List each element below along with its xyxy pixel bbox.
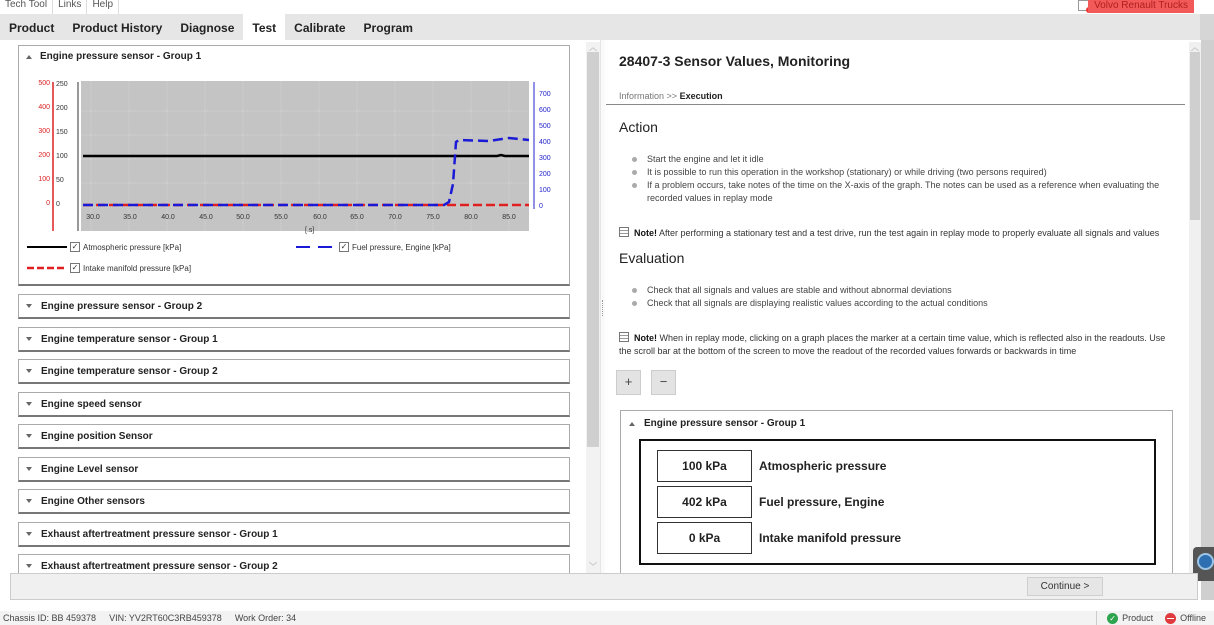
svg-text:45.0: 45.0 [199,214,213,221]
chart-panel-engine-pressure-group-1 [18,45,570,286]
accordion-engine-level-sensor[interactable]: Engine Level sensor [18,457,570,482]
expand-icon [26,532,32,536]
expand-icon [26,499,32,503]
action-list [631,153,1181,205]
svg-text:200: 200 [38,152,50,159]
svg-text:30.0: 30.0 [86,214,100,221]
menu-bar [0,0,1214,14]
svg-text:65.0: 65.0 [350,214,364,221]
zoom-out-button[interactable]: − [651,370,676,395]
collapse-icon [629,422,635,426]
readout-value: 0 kPa [657,522,752,554]
continue-button[interactable]: Continue > [1027,577,1103,596]
check-icon: ✓ [1107,613,1118,624]
expand-icon [26,467,32,471]
evaluation-list [631,284,1181,310]
note-stationary-test: Note! After performing a stationary test and a test drive, run the test again in replay mode to properly evaluate all signals and values [619,227,1189,240]
svg-text:500: 500 [38,80,50,87]
series-atmospheric [83,155,529,156]
chart-panel-title: Engine pressure sensor - Group 1 [40,51,202,62]
accordion-engine-speed-sensor[interactable]: Engine speed sensor [18,392,570,417]
readout-label: Intake manifold pressure [759,531,902,545]
scroll-up-icon[interactable]: ︿ [589,43,597,52]
chassis-id: Chassis ID: BB 459378 [3,613,97,623]
legend-intake: ✓ Intake manifold pressure [kPa] [71,263,192,273]
readout-fuel [657,486,884,518]
tab-test[interactable]: Test [243,14,285,40]
tab-product-history[interactable]: Product History [72,21,163,35]
offline-icon [1165,613,1176,624]
legend-fuel: ✓ Fuel pressure, Engine [kPa] [340,242,451,252]
readout-label: Atmospheric pressure [759,459,887,473]
svg-text:600: 600 [539,107,551,114]
readout-box [639,439,1156,565]
svg-text:0: 0 [46,200,50,207]
svg-text:100: 100 [38,176,50,183]
note-icon [619,332,629,342]
readout-atmospheric [657,450,886,482]
svg-text:0: 0 [56,201,60,208]
svg-text:150: 150 [56,129,68,136]
scroll-up-icon[interactable]: ︿ [1191,43,1199,52]
divider [606,104,1185,105]
readout-value: 402 kPa [657,486,752,518]
expand-icon [26,564,32,568]
svg-text:80.0: 80.0 [464,214,478,221]
list-item: If a problem occurs, take notes of the time on the X-axis of the graph. The notes can be used as a reference when evaluating the recorded values in replay mode [631,179,1181,205]
evaluation-heading: Evaluation [619,250,685,266]
status-indicators [1096,611,1214,625]
tab-calibrate[interactable]: Calibrate [294,21,346,35]
left-scrollbar[interactable] [586,42,600,574]
menu-tech-tool[interactable]: Tech Tool [0,0,53,14]
connection-status[interactable]: Offline [1180,613,1206,623]
scroll-down-icon[interactable]: ﹀ [589,562,597,571]
menu-help[interactable]: Help [87,0,119,14]
svg-text:500: 500 [539,123,551,130]
svg-text:300: 300 [539,155,551,162]
splitter-grip-icon[interactable] [602,300,604,316]
expand-icon [26,337,32,341]
brand-label: Volvo Renault Trucks [1088,0,1194,13]
svg-text:60.0: 60.0 [313,214,327,221]
accordion-engine-other-sensors[interactable]: Engine Other sensors [18,489,570,514]
list-item: Check that all signals and values are stable and without abnormal deviations [631,284,1181,297]
accordion-exhaust-pressure-group-1[interactable]: Exhaust aftertreatment pressure sensor - Group 1 [18,522,570,547]
readout-panel-header[interactable]: Engine pressure sensor - Group 1 [629,418,805,429]
svg-text:100: 100 [56,153,68,160]
svg-text:0: 0 [539,203,543,210]
product-status[interactable]: Product [1122,613,1154,623]
readout-value: 100 kPa [657,450,752,482]
accordion-exhaust-pressure-group-2[interactable]: Exhaust aftertreatment pressure sensor - Group 2 [18,554,570,579]
expand-icon [26,304,32,308]
note-replay-mode: Note! When in replay mode, clicking on a graph places the marker at a certain time value, which is reflected also in the readouts. Use the scroll bar at the bottom of the screen to move the readout of the recorded values forwards or backwards in time [619,333,1166,356]
readout-panel-engine-pressure-group-1 [620,410,1173,575]
tab-program[interactable]: Program [363,21,413,35]
breadcrumb [619,91,723,101]
svg-text:100: 100 [539,187,551,194]
svg-text:50: 50 [56,177,64,184]
page-title: 28407-3 Sensor Values, Monitoring [619,53,851,69]
work-order: Work Order: 34 [234,613,297,623]
expand-icon [26,434,32,438]
window-edge [1201,40,1214,600]
readout-intake [657,522,901,554]
legend-intake-checkbox[interactable]: ✓ [71,263,79,272]
bottom-action-bar [10,573,1198,600]
svg-text:250: 250 [56,81,68,88]
svg-text:700: 700 [539,91,551,98]
svg-text:55.0: 55.0 [274,214,288,221]
tabbar-edge [1200,14,1214,40]
breadcrumb-information[interactable]: Information >> [619,91,678,101]
action-heading: Action [619,119,658,135]
readout-label: Fuel pressure, Engine [759,495,885,509]
svg-text:85.0: 85.0 [502,214,516,221]
legend-atmospheric: ✓ Atmospheric pressure [kPa] [71,242,182,252]
list-item: It is possible to run this operation in the workshop (stationary) or while driving (two persons required) [631,166,1181,179]
legend-fuel-checkbox[interactable]: ✓ [340,242,348,251]
svg-text:200: 200 [539,171,551,178]
note-icon [619,227,629,237]
status-bar [0,611,1214,625]
accordion-engine-temperature-group-1[interactable]: Engine temperature sensor - Group 1 [18,327,570,352]
right-scrollbar[interactable] [1189,42,1201,573]
menu-links[interactable]: Links [53,0,87,14]
svg-text:[.s]: [.s] [305,227,315,234]
breadcrumb-execution: Execution [679,91,723,101]
collapse-icon [26,55,32,59]
accordion-engine-position-sensor[interactable]: Engine position Sensor [18,424,570,449]
svg-text:50.0: 50.0 [236,214,250,221]
svg-text:300: 300 [38,128,50,135]
svg-text:200: 200 [56,105,68,112]
list-item: Check that all signals are displaying realistic values according to the actual conditions [631,297,1181,310]
tab-diagnose[interactable]: Diagnose [180,21,235,35]
right-scroll-thumb[interactable] [1190,52,1200,220]
vin: VIN: YV2RT60C3RB459378 [109,613,222,623]
expand-icon [26,402,32,406]
svg-text:70.0: 70.0 [388,214,402,221]
tab-product[interactable]: Product [9,21,55,35]
svg-text:400: 400 [38,104,50,111]
accordion-engine-pressure-group-2[interactable]: Engine pressure sensor - Group 2 [18,294,570,319]
left-scroll-thumb[interactable] [587,52,599,447]
list-item: Start the engine and let it idle [631,153,1181,166]
main-tabs [0,14,1214,40]
chart-panel-header[interactable] [26,51,201,62]
line-chart[interactable] [19,74,571,254]
expand-icon [26,369,32,373]
accordion-engine-temperature-group-2[interactable]: Engine temperature sensor - Group 2 [18,359,570,384]
svg-text:400: 400 [539,139,551,146]
svg-text:40.0: 40.0 [161,214,175,221]
zoom-in-button[interactable]: + [616,370,641,395]
legend-atmospheric-checkbox[interactable]: ✓ [71,242,79,251]
svg-text:35.0: 35.0 [123,214,137,221]
svg-text:75.0: 75.0 [426,214,440,221]
